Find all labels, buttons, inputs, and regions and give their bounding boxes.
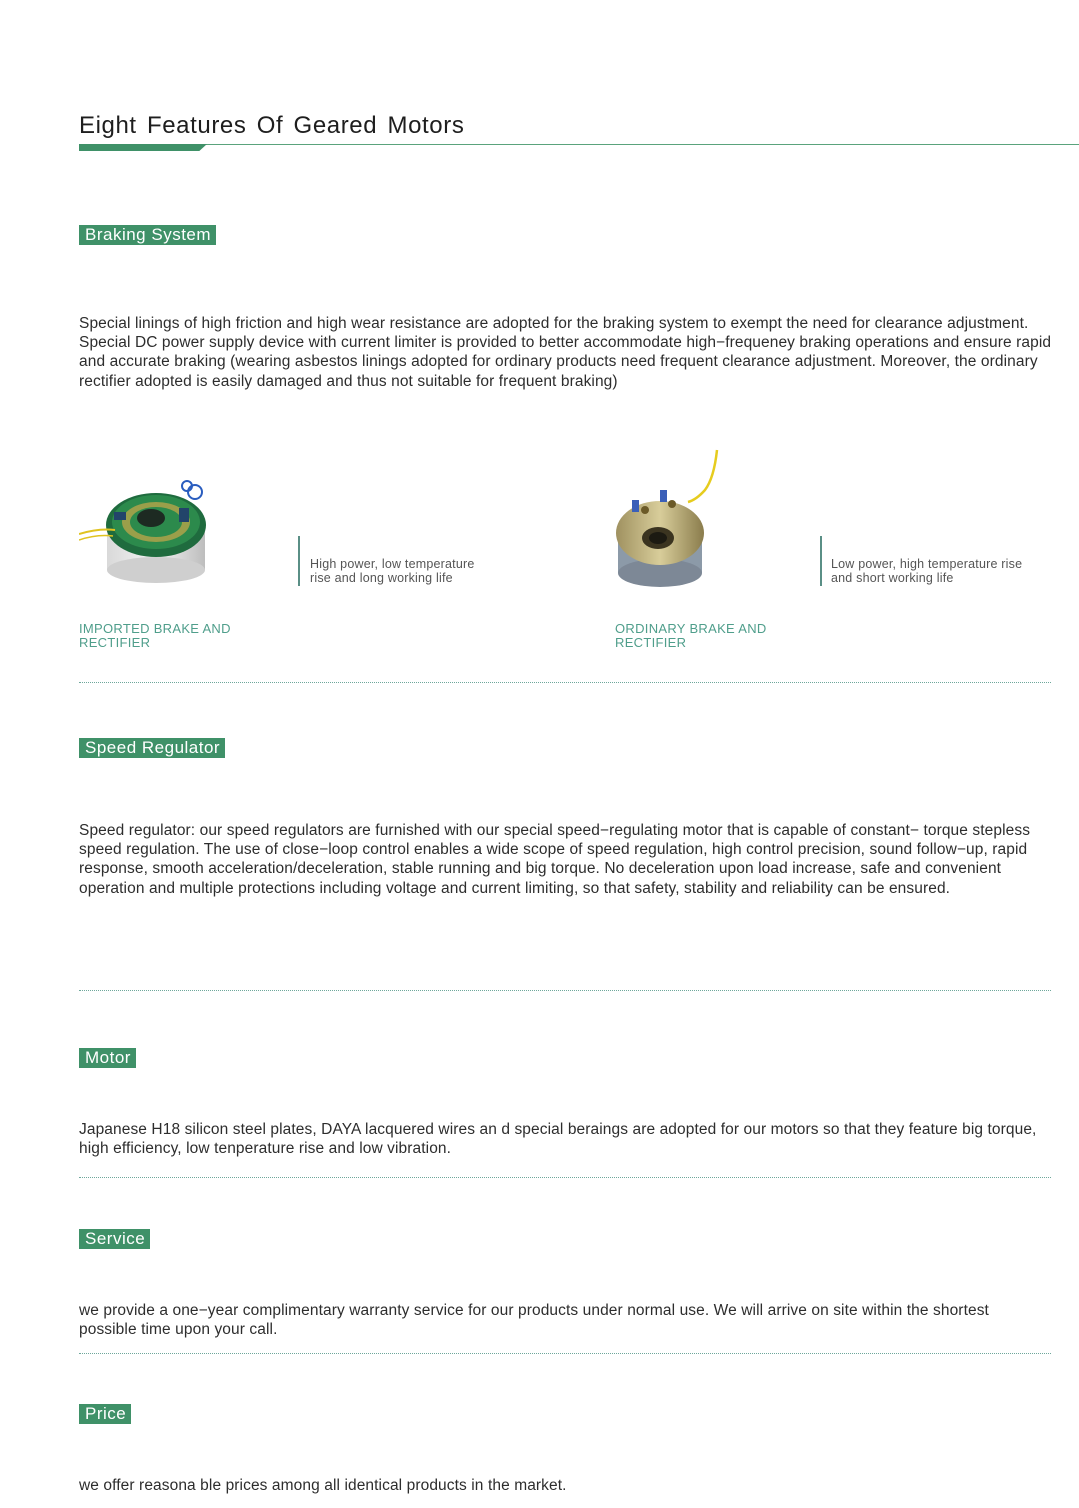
- title-accent-bar: [79, 144, 207, 151]
- section-badge-price: Price: [79, 1404, 131, 1424]
- section-divider: [79, 990, 1051, 991]
- imported-brake-image: [79, 470, 219, 595]
- service-description: we provide a one−year complimentary warranty service for our products under normal use. We will arrive on site within the shortest possible time upon your call.: [79, 1302, 989, 1339]
- speed-regulator-description: Speed regulator: our speed regulators are furnished with our special speed−regulating motor that is capable of constant− torque stepless speed regulation. The use of close−loop control enables a wide scope of speed regulation, high control precision, sound follow−up, rapid response, smooth acceleration/deceleration, stable running and big torque. No deceleration upon load increase, safe and convenient operation and multiple protections including voltage and current limiting, so that safety, stability and reliability can be ensured.: [79, 822, 1031, 897]
- section-badge-motor: Motor: [79, 1048, 136, 1068]
- motor-description: Japanese H18 silicon steel plates, DAYA lacquered wires an d special beraings are adopted for our motors so that they feature big torque, high efficiency, low tenperature rise and low vibration.: [79, 1121, 1037, 1158]
- section-divider: [79, 1353, 1051, 1354]
- price-description: we offer reasona ble prices among all identical products in the market.: [79, 1477, 567, 1494]
- ordinary-brake-label: ORDINARY BRAKE AND RECTIFIER: [615, 621, 767, 650]
- imported-brake-label: IMPORTED BRAKE AND RECTIFIER: [79, 621, 231, 650]
- ordinary-brake-image: [610, 448, 725, 593]
- braking-description: Special linings of high friction and high wear resistance are adopted for the braking system to exempt the need for clearance adjustment. Special DC power supply device with current limiter is provided to better accommodate high−frequeney braking operations and ensure rapid and accurate braking (wearing asbestos linings adopted for ordinary products need frequent clearance adjustment. Moreover, the ordinary rectifier adopted is easily damaged and thus not suitable for frequent braking): [79, 315, 1052, 390]
- imported-brake-caption: High power, low temperature rise and long working life: [310, 557, 475, 585]
- section-divider: [79, 1177, 1051, 1178]
- caption-divider: [820, 536, 822, 586]
- caption-divider: [298, 536, 300, 586]
- section-badge-service: Service: [79, 1229, 150, 1249]
- title-underline: [79, 144, 1079, 145]
- section-badge-braking: Braking System: [79, 225, 216, 245]
- ordinary-brake-caption: Low power, high temperature rise and short working life: [831, 557, 1023, 585]
- section-badge-speed-regulator: Speed Regulator: [79, 738, 225, 758]
- page-title: Eight Features Of Geared Motors: [79, 112, 465, 139]
- section-divider: [79, 682, 1051, 683]
